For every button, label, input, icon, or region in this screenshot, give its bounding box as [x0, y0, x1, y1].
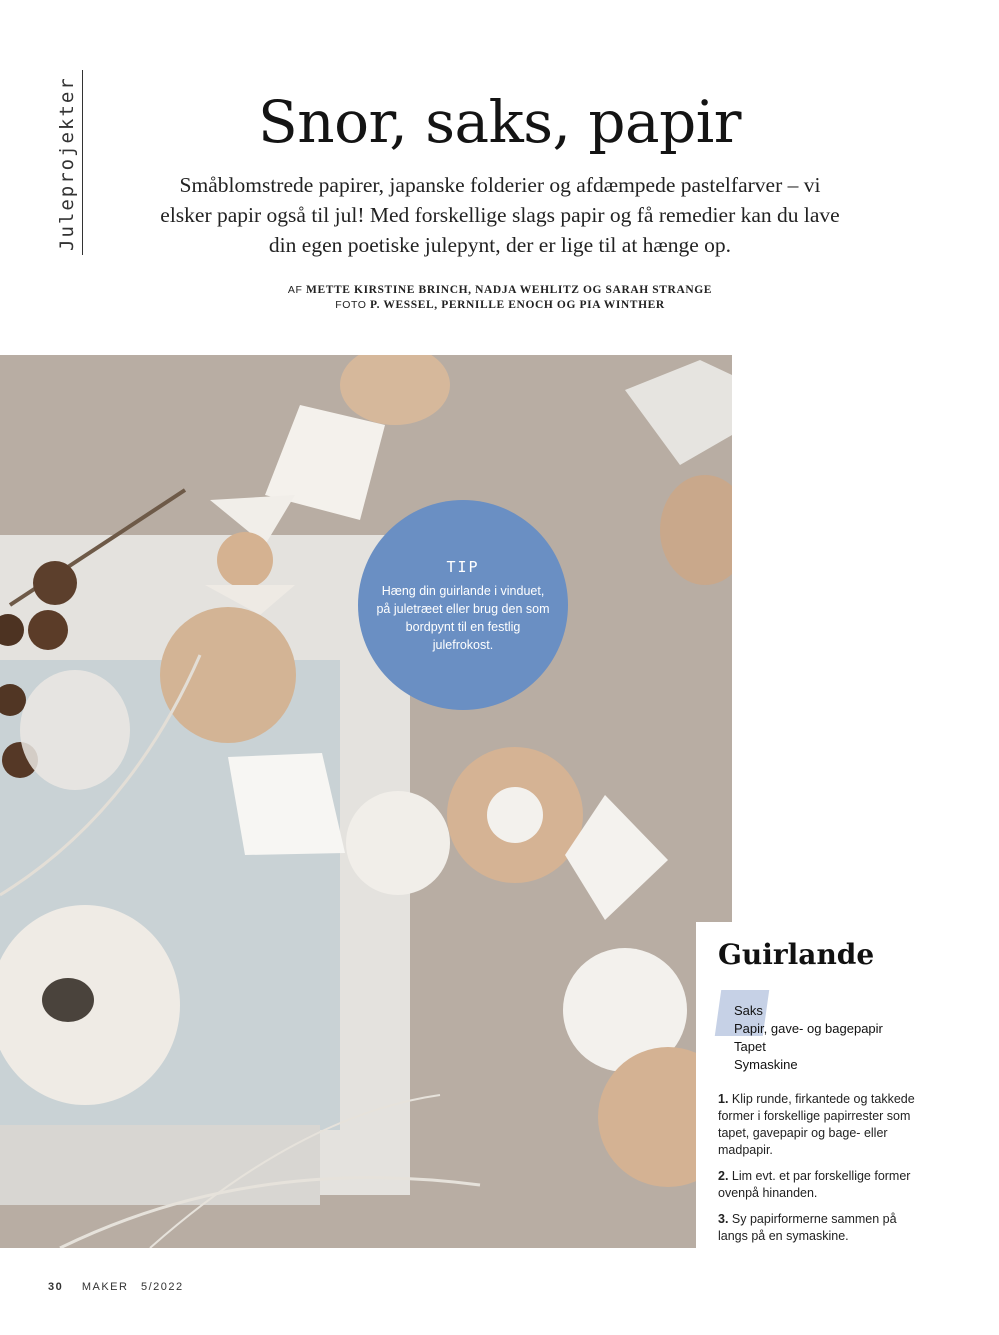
panel-title: Guirlande — [718, 938, 875, 971]
page-footer — [48, 1281, 184, 1293]
material-item: Tapet — [734, 1039, 766, 1054]
step-item — [718, 1211, 928, 1245]
tip-label: TIP — [446, 558, 480, 576]
step-text: Klip runde, firkantede og takkede former i forskellige papirrester som tapet, gavepapir og bage- eller madpapir. — [718, 1092, 915, 1157]
step-number: 3. — [718, 1212, 729, 1226]
step-text: Lim evt. et par forskellige former ovenpå hinanden. — [718, 1169, 911, 1200]
byline-photographers: P. WESSEL, PERNILLE ENOCH OG PIA WINTHER — [370, 299, 665, 311]
instructions-panel — [696, 922, 926, 1292]
tip-circle — [358, 500, 568, 710]
byline-authors: METTE KIRSTINE BRINCH, NADJA WEHLITZ OG SARAH STRANGE — [306, 284, 713, 296]
issue-number: 5/2022 — [141, 1281, 184, 1293]
page-number: 30 — [48, 1281, 64, 1293]
tip-text: Hæng din guirlande i vinduet, på juletræet eller brug den som bordpynt til en festlig julefrokost. — [376, 584, 550, 652]
step-item — [718, 1168, 928, 1202]
step-number: 1. — [718, 1092, 729, 1106]
byline-photo-label: FOTO — [335, 299, 367, 311]
byline-by-label: AF — [287, 284, 303, 296]
material-item: Symaskine — [734, 1057, 798, 1072]
material-item: Saks — [734, 1003, 763, 1018]
magazine-name: MAKER — [81, 1281, 129, 1293]
article-title: Snor, saks, papir — [258, 88, 741, 156]
byline — [280, 283, 720, 313]
section-tag-label: Juleprojekter — [56, 76, 78, 251]
step-text: Sy papirformerne sammen på langs på en symaskine. — [718, 1212, 897, 1243]
garland-photo — [0, 355, 732, 1248]
step-item — [718, 1091, 928, 1159]
steps-list — [718, 1091, 928, 1254]
material-item: Papir, gave- og bagepapir — [734, 1021, 883, 1036]
step-number: 2. — [718, 1169, 729, 1183]
article-lead: Småblomstrede papirer, japanske folderier og afdæmpede pastelfarver – vi elsker papir også til jul! Med forskellige slags papir og få remedier kan du lave din egen poetiske julepynt, der er lige til at hænge op. — [160, 173, 840, 257]
materials-list — [734, 1002, 883, 1074]
